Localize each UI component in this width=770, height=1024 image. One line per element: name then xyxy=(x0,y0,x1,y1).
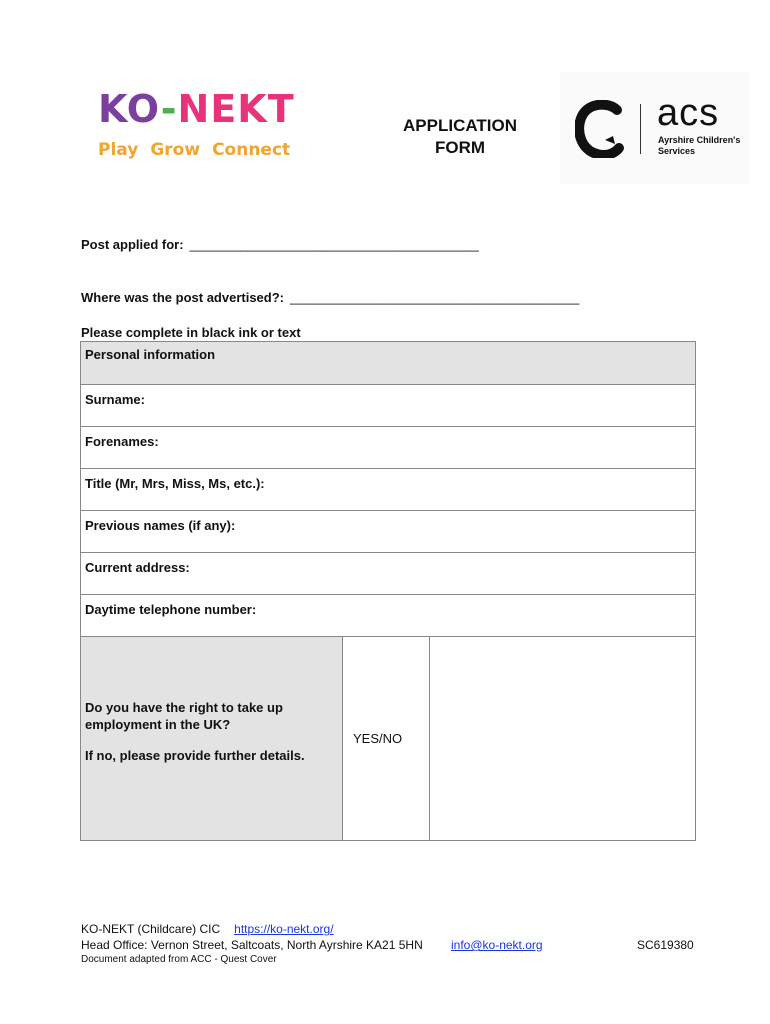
post-applied-label: Post applied for: xyxy=(81,237,184,252)
konekt-logo xyxy=(98,88,308,183)
tagline-grow: Grow xyxy=(150,140,201,160)
table-row xyxy=(81,469,696,511)
personal-info-table xyxy=(80,341,696,841)
footer-registration: SC619380 xyxy=(637,938,694,952)
right-to-work-question: Do you have the right to take up employment in the UK? xyxy=(85,700,283,732)
right-to-work-details-field[interactable] xyxy=(430,637,696,841)
tagline-play: Play xyxy=(98,140,139,160)
table-row xyxy=(81,595,696,637)
right-to-work-answer[interactable]: YES/NO xyxy=(343,637,430,841)
section-title: Personal information xyxy=(81,342,696,385)
konekt-wordmark xyxy=(98,88,308,130)
footer-org: KO-NEKT (Childcare) CIC xyxy=(81,922,221,936)
acs-wordmark: acs xyxy=(657,92,720,134)
table-row xyxy=(81,553,696,595)
current-address-field[interactable]: Current address: xyxy=(81,553,696,595)
acs-logo xyxy=(560,72,750,184)
instruction-text: Please complete in black ink or text xyxy=(81,325,301,340)
brand-nekt: NEKT xyxy=(177,87,295,131)
konekt-tagline xyxy=(98,140,308,160)
acs-divider xyxy=(640,104,641,154)
right-to-work-question-cell xyxy=(81,637,343,841)
form-title xyxy=(385,115,535,159)
table-row xyxy=(81,427,696,469)
brand-ko: KO xyxy=(98,87,161,131)
daytime-phone-field[interactable]: Daytime telephone number: xyxy=(81,595,696,637)
title-field[interactable]: Title (Mr, Mrs, Miss, Ms, etc.): xyxy=(81,469,696,511)
brand-dash: - xyxy=(160,87,178,131)
right-to-work-row xyxy=(81,637,696,841)
footer-address: Head Office: Vernon Street, Saltcoats, North Ayrshire KA21 5HN xyxy=(81,938,423,952)
table-header-row xyxy=(81,342,696,385)
table-row xyxy=(81,511,696,553)
footer-email-link[interactable]: info@ko-nekt.org xyxy=(451,938,543,952)
table-row xyxy=(81,385,696,427)
acs-c-mark-icon xyxy=(575,100,625,158)
footer-line1 xyxy=(81,922,334,936)
advertised-line[interactable]: ________________________________________ xyxy=(290,290,580,305)
advertised-label: Where was the post advertised?: xyxy=(81,290,284,305)
right-to-work-followup: If no, please provide further details. xyxy=(85,748,305,763)
post-applied-line[interactable]: ________________________________________ xyxy=(189,237,479,252)
footer-note: Document adapted from ACC - Quest Cover xyxy=(81,954,277,965)
footer-website-link[interactable]: https://ko-nekt.org/ xyxy=(234,922,334,936)
forenames-field[interactable]: Forenames: xyxy=(81,427,696,469)
previous-names-field[interactable]: Previous names (if any): xyxy=(81,511,696,553)
acs-subtitle: Ayrshire Children's Services xyxy=(658,135,741,156)
advertised-field xyxy=(81,290,579,305)
form-title-line1: APPLICATION xyxy=(403,116,517,135)
surname-field[interactable]: Surname: xyxy=(81,385,696,427)
tagline-connect: Connect xyxy=(212,140,291,160)
form-title-line2: FORM xyxy=(434,138,486,157)
post-applied-field xyxy=(81,237,479,252)
